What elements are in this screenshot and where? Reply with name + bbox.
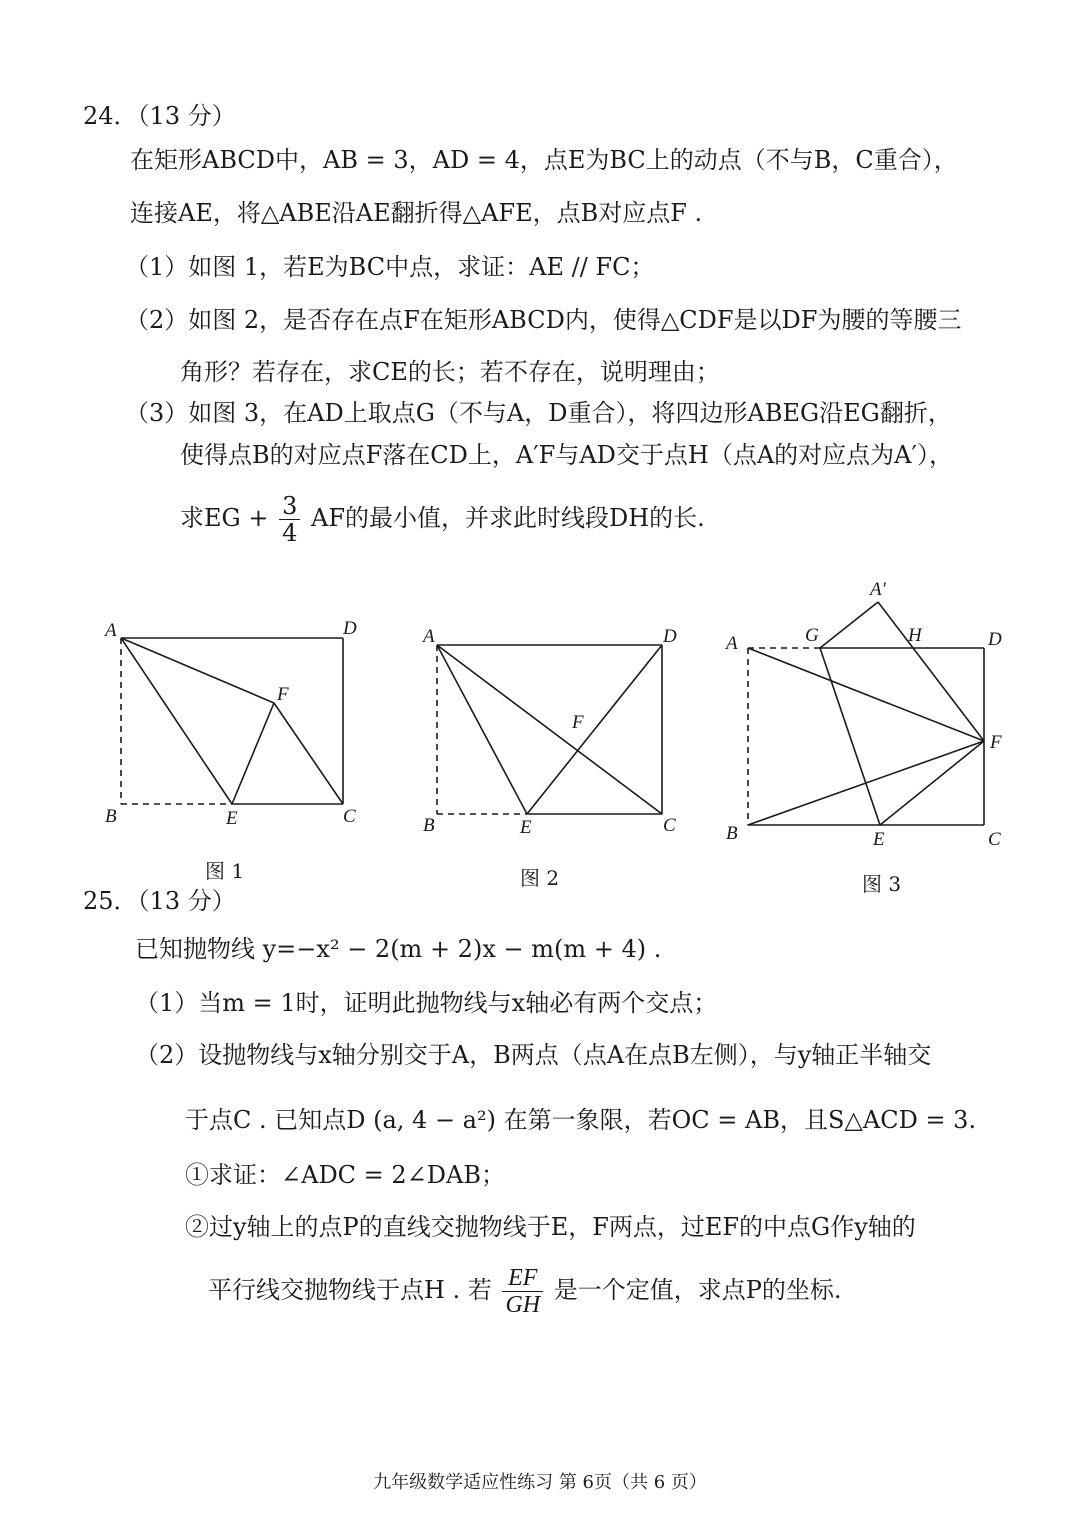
q24-part2-line-1: （2）如图 2，是否存在点F在矩形ABCD内，使得△CDF是以DF为腰的等腰三 bbox=[125, 306, 962, 334]
segment-ae bbox=[437, 645, 527, 814]
label-d: D bbox=[343, 618, 357, 639]
label-b: B bbox=[423, 815, 435, 833]
label-e: E bbox=[520, 817, 532, 833]
q24-number: 24． bbox=[83, 102, 138, 130]
q24-part3-line-1: （3）如图 3，在AD上取点G（不与A，D重合），将四边形ABEG沿EG翻折， bbox=[125, 399, 952, 427]
q25-part1: （1）当m = 1时，证明此抛物线与x轴必有两个交点； bbox=[135, 989, 718, 1017]
segment-ae bbox=[121, 638, 232, 804]
label-e: E bbox=[226, 808, 238, 827]
segment-ac bbox=[437, 645, 662, 814]
q25-part2-line-2: 于点C . 已知点D (a, 4 − a²) 在第一象限，若OC = AB，且S△ACD = 3. bbox=[185, 1106, 977, 1134]
q24-header bbox=[83, 101, 236, 131]
q25-sub2-line-1: ②过y轴上的点P的直线交抛物线于E，F两点，过EF的中点G作y轴的 bbox=[185, 1213, 916, 1241]
fraction-numerator: 3 bbox=[279, 493, 300, 520]
label-b: B bbox=[105, 806, 117, 827]
label-g: G bbox=[805, 625, 819, 646]
label-e: E bbox=[873, 829, 885, 850]
label-a: A bbox=[105, 620, 117, 641]
q25-sub2-fraction bbox=[502, 1265, 543, 1318]
label-c: C bbox=[988, 829, 1001, 850]
q25-number: 25． bbox=[83, 887, 138, 915]
label-f: F bbox=[572, 712, 584, 733]
q25-part2-line-1: （2）设抛物线与x轴分别交于A，B两点（点A在点B左侧），与y轴正半轴交 bbox=[135, 1041, 932, 1069]
segment-af bbox=[121, 638, 274, 703]
label-b: B bbox=[726, 823, 738, 844]
label-c: C bbox=[343, 806, 356, 827]
q24-part1: （1）如图 1，若E为BC中点，求证：AE // FC； bbox=[125, 253, 655, 281]
q24-intro-line-2: 连接AE，将△ABE沿AE翻折得△AFE，点B对应点F . bbox=[130, 199, 703, 227]
segment-ef bbox=[880, 741, 984, 825]
q24-part3-fraction bbox=[279, 493, 300, 546]
q24-score: （13 分） bbox=[137, 102, 236, 130]
figure-3-caption: 图 3 bbox=[862, 872, 902, 896]
label-d: D bbox=[663, 626, 677, 647]
label-f: F bbox=[277, 684, 289, 705]
label-a-prime: A′ bbox=[870, 579, 886, 600]
segment-ed bbox=[527, 645, 662, 814]
segment-fc bbox=[274, 703, 343, 804]
segment-ga-prime bbox=[820, 602, 878, 648]
figure-1-caption: 图 1 bbox=[205, 859, 245, 883]
q24-part3-expr-pre: 求EG + bbox=[180, 504, 269, 532]
q24-part3-expr-post: AF的最小值，并求此时线段DH的长. bbox=[311, 504, 705, 532]
q25-sub2-line-2 bbox=[208, 1265, 842, 1318]
figure-3 bbox=[720, 575, 1040, 855]
q25-sub1: ①求证：∠ADC = 2∠DAB； bbox=[185, 1161, 506, 1189]
q25-score: （13 分） bbox=[137, 887, 236, 915]
page-footer: 九年级数学适应性练习 第 6页（共 6 页） bbox=[373, 1472, 707, 1493]
q24-part3-line-2: 使得点B的对应点F落在CD上，A′F与AD交于点H（点A的对应点为A′）， bbox=[180, 441, 953, 469]
q24-part2-line-2: 角形？若存在，求CE的长；若不存在，说明理由； bbox=[180, 358, 720, 386]
label-f: F bbox=[990, 732, 1002, 753]
segment-ef bbox=[232, 703, 274, 804]
figure-2 bbox=[415, 618, 695, 833]
figure-2-caption: 图 2 bbox=[520, 866, 560, 890]
fraction-denominator: GH bbox=[505, 1292, 541, 1318]
fraction-numerator: EF bbox=[502, 1265, 543, 1292]
q24-part3-line-3 bbox=[180, 493, 705, 546]
figure-1 bbox=[95, 612, 385, 827]
label-c: C bbox=[663, 815, 676, 833]
label-a: A bbox=[423, 626, 435, 647]
q25-sub2-expr-post: 是一个定值，求点P的坐标. bbox=[553, 1276, 842, 1304]
q25-sub2-expr-pre: 平行线交抛物线于点H . 若 bbox=[208, 1276, 492, 1304]
segment-ge bbox=[820, 648, 880, 825]
q25-intro: 已知抛物线 y=−x² − 2(m + 2)x − m(m + 4) . bbox=[135, 935, 662, 963]
label-a: A bbox=[726, 633, 738, 654]
q25-header bbox=[83, 886, 236, 916]
label-d: D bbox=[988, 629, 1002, 650]
fraction-denominator: 4 bbox=[282, 519, 298, 547]
label-h: H bbox=[908, 625, 922, 646]
q24-intro-line-1: 在矩形ABCD中，AB = 3，AD = 4，点E为BC上的动点（不与B，C重合）， bbox=[130, 146, 958, 174]
